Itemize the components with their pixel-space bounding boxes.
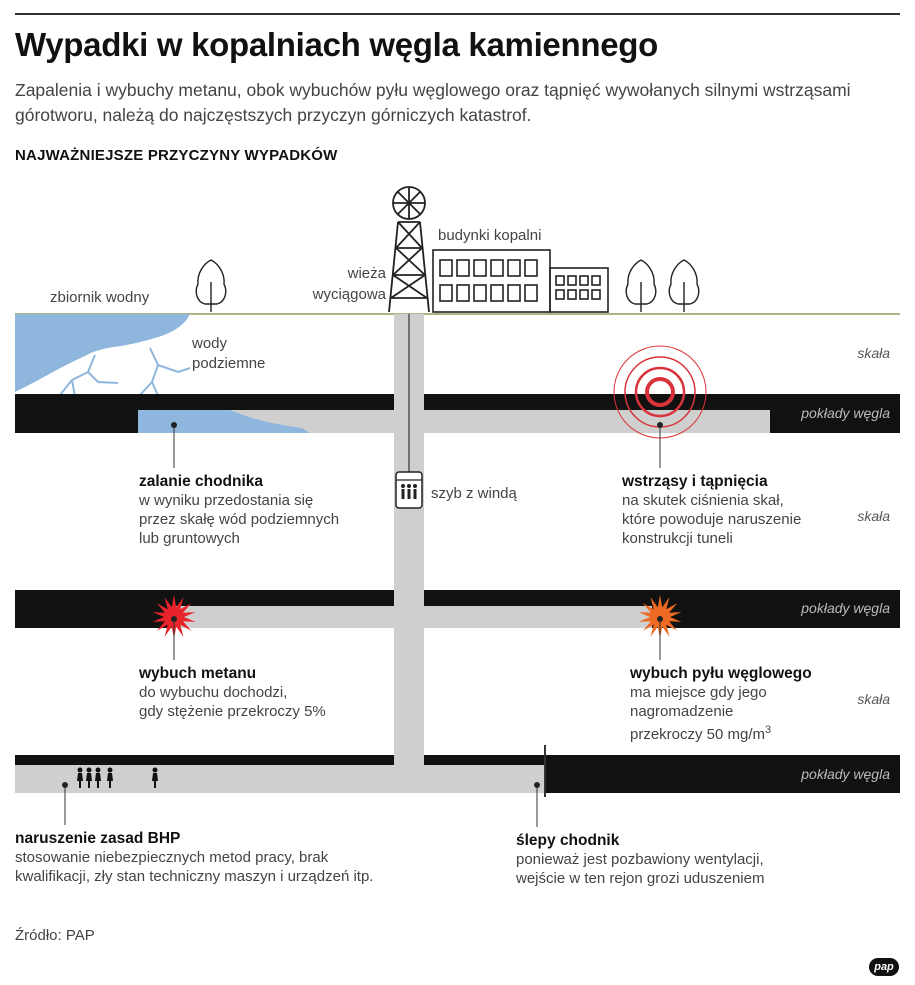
groundwater-label-line1: wody (192, 335, 228, 352)
cause-safety-violation (15, 829, 373, 886)
building-window (580, 290, 588, 299)
shaft-label: szyb z windą (431, 485, 517, 502)
building-window (592, 276, 600, 285)
miner-icon (78, 768, 83, 773)
rock-label: skała (857, 345, 890, 361)
cause-title: ślepy chodnik (516, 832, 620, 849)
building-window (592, 290, 600, 299)
cause-line: konstrukcji tuneli (622, 530, 733, 547)
cause-coal-dust (630, 664, 812, 744)
cause-title: zalanie chodnika (139, 473, 264, 490)
tree-icon (196, 260, 226, 312)
groundwater-label-line2: podziemne (192, 355, 266, 372)
building-window (508, 260, 520, 276)
cause-line: na skutek ciśnienia skał, (622, 492, 784, 509)
tower-label-line2: wyciągowa (312, 286, 386, 303)
coal-seam-3-left-top (15, 755, 545, 765)
building-window (525, 260, 537, 276)
mine-buildings-icon (433, 250, 608, 312)
building-window (525, 285, 537, 301)
cause-title: wstrząsy i tąpnięcia (622, 473, 768, 490)
cause-line: lub gruntowych (139, 530, 240, 547)
building-window (474, 285, 486, 301)
building-window (457, 285, 469, 301)
cause-line-text: przekroczy 50 mg/m (630, 726, 766, 743)
source-note: Źródło: PAP (15, 927, 95, 944)
cause-flooding (139, 472, 339, 548)
building-window (568, 276, 576, 285)
miner-icon (153, 768, 158, 773)
cause-line: w wyniku przedostania się (139, 492, 314, 509)
headframe-tower-icon (389, 187, 429, 312)
building-window (508, 285, 520, 301)
building-window (474, 260, 486, 276)
building-window (457, 260, 469, 276)
miner-icon (96, 768, 101, 773)
cause-line: wejście w ten rejon grozi uduszeniem (516, 870, 765, 887)
cause-line: nagromadzenie (630, 703, 734, 720)
page-title: Wypadki w kopalniach węgla kamiennego (15, 26, 658, 63)
cause-line: stosowanie niebezpiecznych metod pracy, brak (15, 849, 329, 866)
cause-methane (139, 664, 326, 721)
elevator-icon (396, 472, 422, 508)
buildings-label: budynki kopalni (438, 227, 542, 244)
tower-label-line1: wieża (347, 265, 386, 282)
cause-title: wybuch pyłu węglowego (630, 665, 812, 682)
rock-label: skała (857, 691, 890, 707)
building-window (568, 290, 576, 299)
cause-dead-end (516, 831, 764, 888)
cause-line (630, 721, 812, 744)
water-reservoir (15, 314, 190, 392)
tunnel-level-3 (15, 765, 545, 793)
coal-seam-label: pokłady węgla (801, 766, 890, 782)
building-window (580, 276, 588, 285)
building-window (556, 290, 564, 299)
building-window (491, 285, 503, 301)
tree-icon (669, 260, 699, 312)
coal-seam-label: pokłady węgla (801, 405, 890, 421)
miner-icon (108, 768, 113, 773)
cause-title: wybuch metanu (139, 665, 257, 682)
cause-line: ma miejsce gdy jego (630, 684, 767, 701)
building-window (491, 260, 503, 276)
cause-tremors (622, 472, 801, 548)
building-window (556, 276, 564, 285)
miner-icon (87, 768, 92, 773)
building-window (440, 285, 452, 301)
pap-logo: pap (869, 958, 899, 976)
section-heading: NAJWAŻNIEJSZE PRZYCZYNY WYPADKÓW (15, 147, 338, 164)
building-window (440, 260, 452, 276)
cause-line: ponieważ jest pozbawiony wentylacji, (516, 851, 764, 868)
page-subtitle: Zapalenia i wybuchy metanu, obok wybuchów pyłu węglowego oraz tąpnięć wywołanych silnymi wstrząsami górotworu, należą do najczęstszych przyczyn górniczych katastrof. (15, 80, 851, 125)
coal-seam-label: pokłady węgla (801, 600, 890, 616)
cause-line: do wybuchu dochodzi, (139, 684, 288, 701)
cause-line: przez skałę wód podziemnych (139, 511, 340, 528)
rock-label: skała (857, 508, 890, 524)
cause-line: gdy stężenie przekroczy 5% (139, 703, 326, 720)
tree-icon (626, 260, 656, 312)
cause-line: które powoduje naruszenie (622, 511, 802, 528)
cause-title: naruszenie zasad BHP (15, 830, 181, 847)
cause-line: kwalifikacji, zły stan techniczny maszyn i urządzeń itp. (15, 868, 374, 885)
reservoir-label: zbiornik wodny (50, 289, 150, 306)
superscript: 3 (765, 724, 772, 736)
